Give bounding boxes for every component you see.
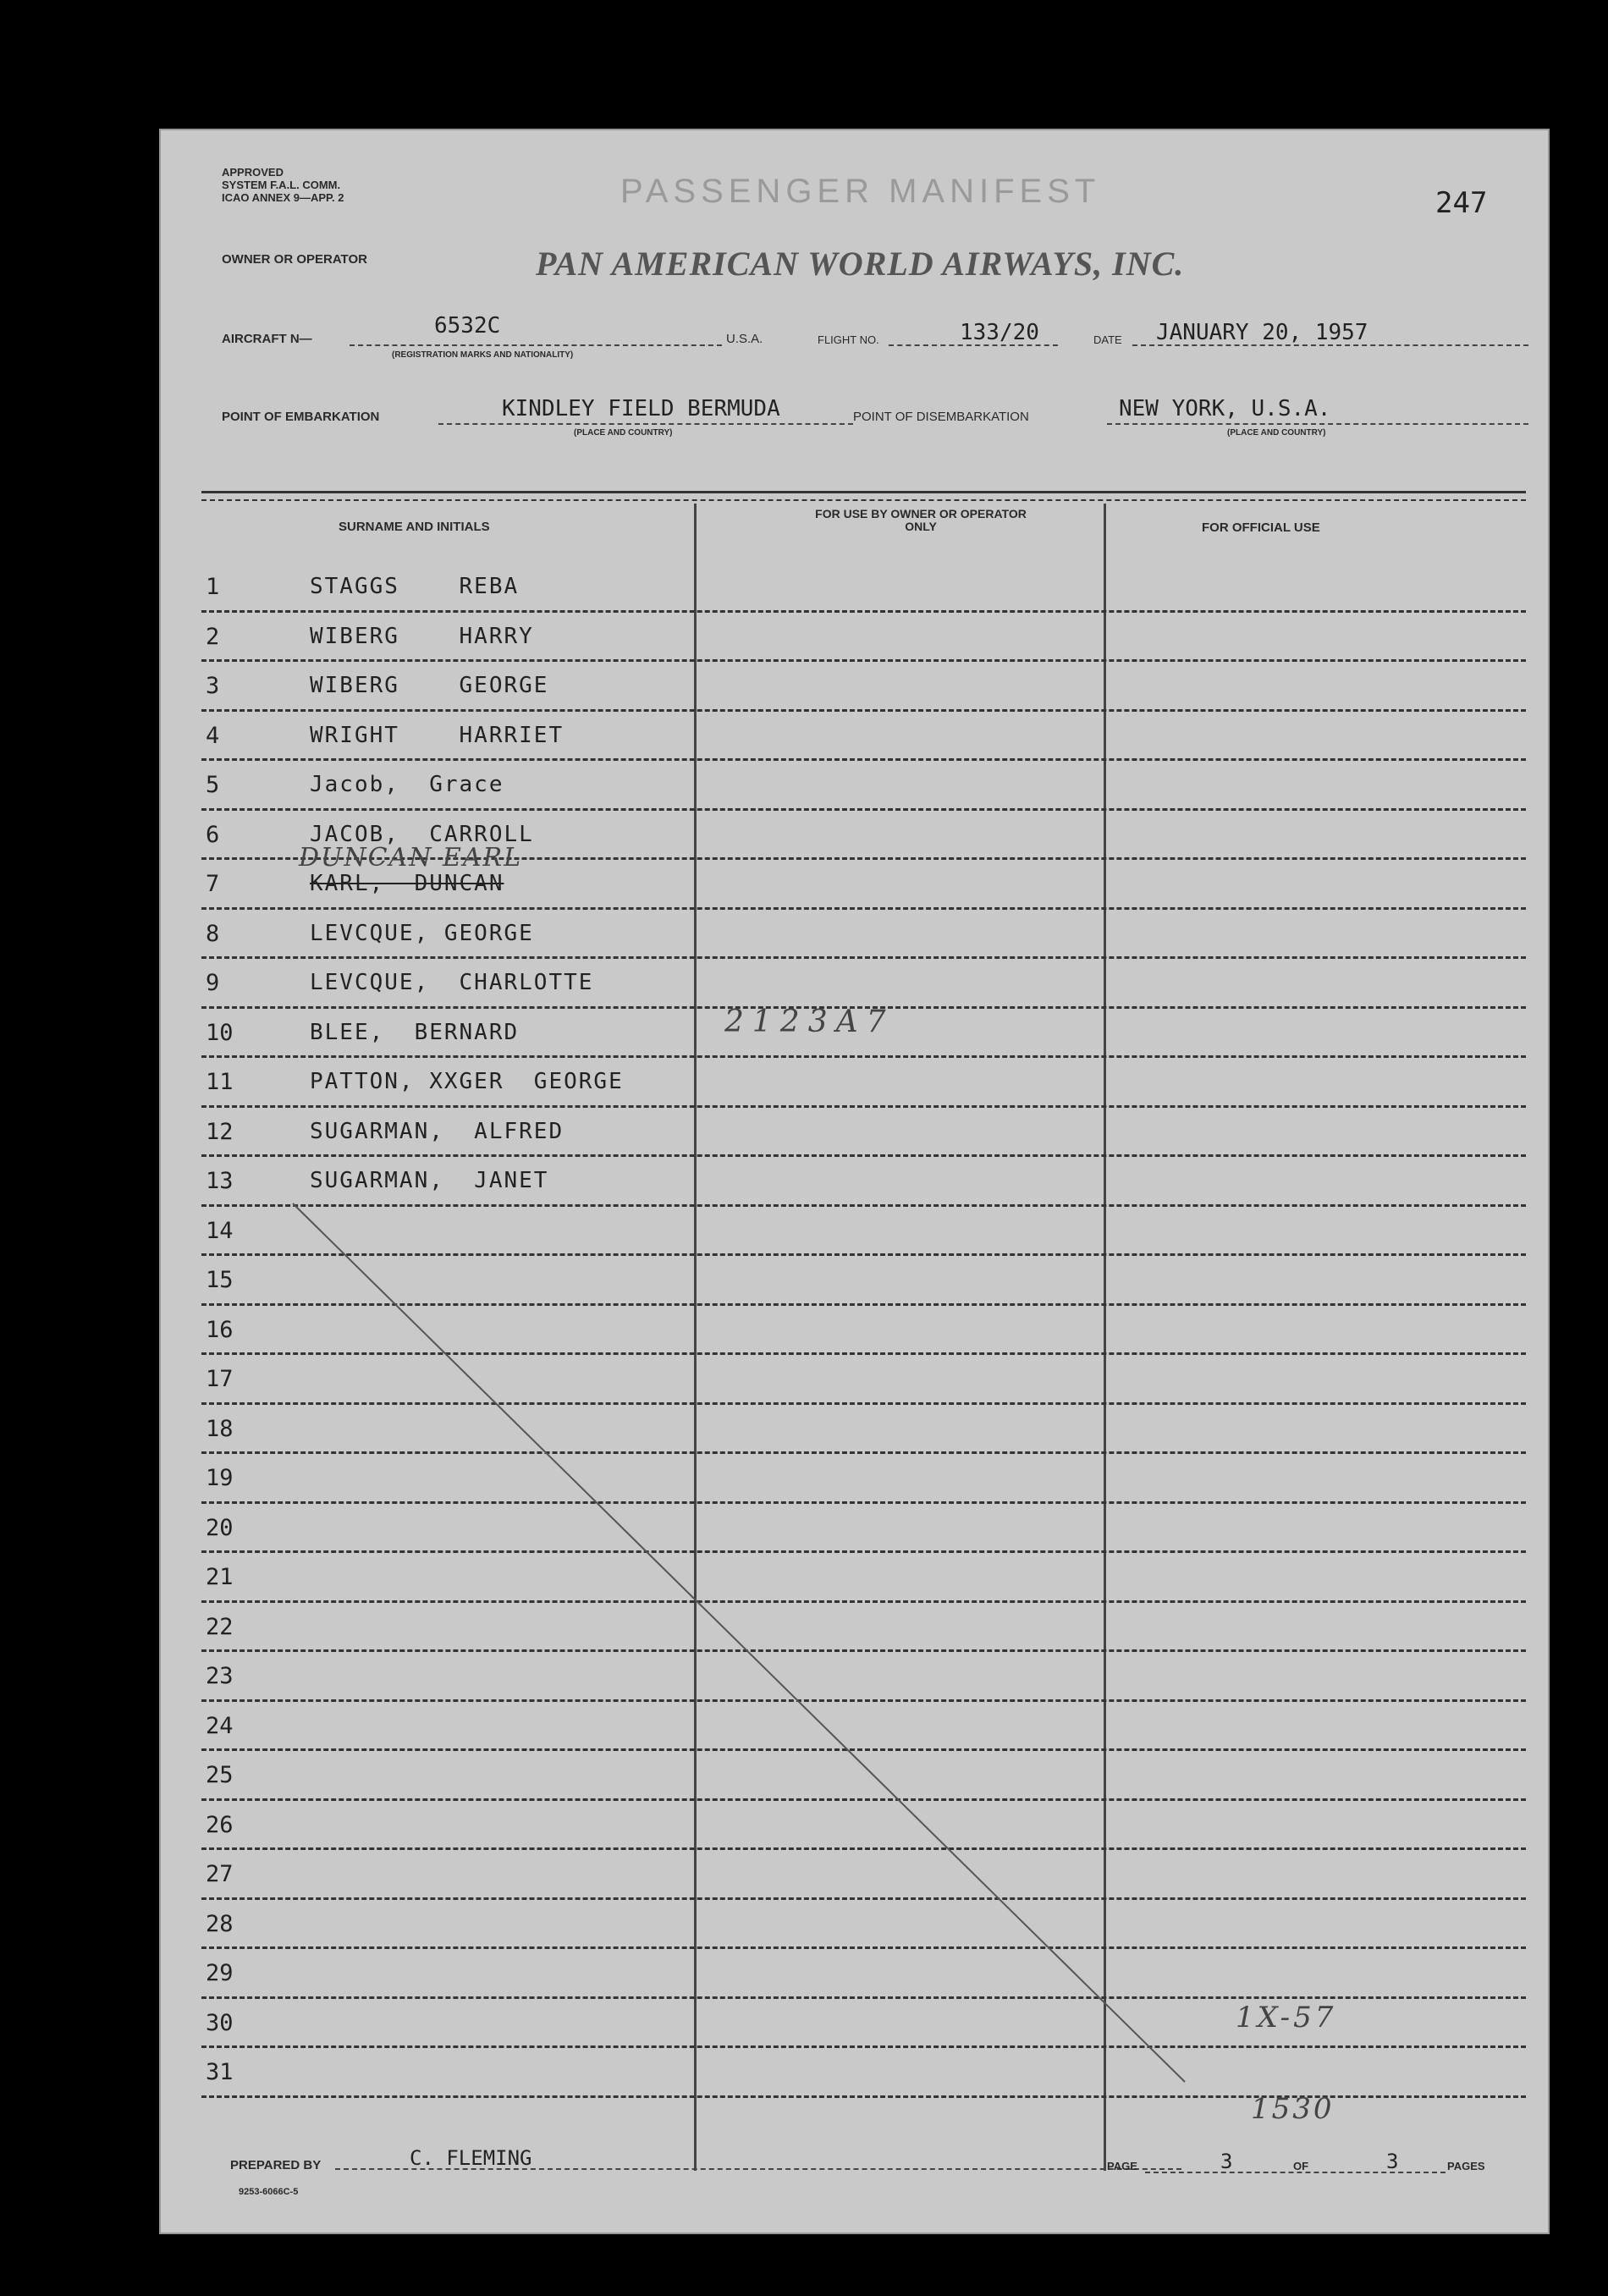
passenger-name: WIBERG HARRY [310, 623, 534, 649]
row-number: 8 [206, 920, 220, 947]
passenger-name: BLEE, BERNARD [310, 1019, 520, 1045]
column-header-official: FOR OFFICIAL USE [1202, 520, 1320, 535]
of-label: OF [1293, 2160, 1309, 2172]
pages-label: PAGES [1447, 2160, 1485, 2172]
embarkation-label: POINT OF EMBARKATION [222, 410, 380, 424]
page-underline [1145, 2172, 1446, 2173]
form-title: PASSENGER MANIFEST [620, 173, 1101, 210]
row-number: 27 [206, 1861, 234, 1887]
row-number: 30 [206, 2009, 234, 2036]
flight-number: 133/20 [960, 320, 1039, 345]
row-number: 18 [206, 1415, 234, 1442]
row-number: 14 [206, 1217, 234, 1244]
row-number: 23 [206, 1663, 234, 1689]
manifest-sheet [159, 129, 1550, 2234]
row-number: 3 [206, 673, 220, 699]
passenger-name: LEVCQUE, GEORGE [310, 920, 534, 946]
page-value: 3 [1220, 2150, 1233, 2173]
row-number: 12 [206, 1118, 234, 1145]
row-number: 22 [206, 1613, 234, 1640]
row-number: 4 [206, 722, 220, 749]
disembarkation-value: NEW YORK, U.S.A. [1119, 396, 1331, 421]
handwritten-bottom-note: 1530 [1251, 2092, 1335, 2126]
handwritten-row30-note: 1X-57 [1236, 2001, 1337, 2034]
disembarkation-label: POINT OF DISEMBARKATION [853, 410, 1029, 424]
row-number: 1 [206, 574, 220, 600]
column-header-operator: FOR USE BY OWNER OR OPERATOR ONLY [815, 507, 1027, 533]
row-number: 19 [206, 1465, 234, 1491]
prepared-underline [335, 2168, 1181, 2170]
passenger-name: WRIGHT HARRIET [310, 722, 564, 748]
row-number: 10 [206, 1019, 234, 1046]
row-number: 26 [206, 1811, 234, 1838]
row-number: 6 [206, 821, 220, 848]
row-number: 17 [206, 1366, 234, 1392]
form-number: 9253-6066C-5 [239, 2187, 299, 2197]
approval-stamp: APPROVED SYSTEM F.A.L. COMM. ICAO ANNEX 9—APP. 2 [222, 166, 344, 204]
row-number: 25 [206, 1762, 234, 1788]
owner-label: OWNER OR OPERATOR [222, 252, 367, 267]
prepared-by-value: C. FLEMING [410, 2146, 532, 2170]
column-header-surname: SURNAME AND INITIALS [339, 520, 490, 534]
page-label: PAGE [1107, 2160, 1137, 2172]
row-number: 21 [206, 1564, 234, 1590]
aircraft-label: AIRCRAFT N— [222, 332, 312, 346]
passenger-name: KARL, DUNCAN [310, 871, 504, 896]
row-number: 13 [206, 1168, 234, 1194]
passenger-name: JACOB, CARROLL [310, 821, 534, 847]
disembarkation-caption: (PLACE AND COUNTRY) [1227, 428, 1326, 438]
passenger-name: WIBERG GEORGE [310, 673, 549, 698]
usa-label: U.S.A. [726, 332, 763, 346]
row-number: 31 [206, 2059, 234, 2085]
row-number: 20 [206, 1514, 234, 1541]
passenger-name: SUGARMAN, ALFRED [310, 1118, 564, 1144]
passenger-name: LEVCQUE, CHARLOTTE [310, 970, 594, 995]
cancellation-line [159, 129, 1550, 2234]
row-number: 16 [206, 1316, 234, 1343]
row-number: 9 [206, 970, 220, 996]
row-number: 5 [206, 772, 220, 798]
aircraft-caption: (REGISTRATION MARKS AND NATIONALITY) [392, 350, 574, 360]
passenger-name: Jacob, Grace [310, 772, 504, 797]
row-number: 11 [206, 1069, 234, 1095]
of-value: 3 [1386, 2150, 1399, 2173]
date-value: JANUARY 20, 1957 [1156, 320, 1368, 345]
row-number: 24 [206, 1712, 234, 1739]
handwritten-operator-code: 2123A7 [724, 1005, 895, 1039]
prepared-by-label: PREPARED BY [230, 2158, 322, 2172]
embarkation-value: KINDLEY FIELD BERMUDA [502, 396, 780, 421]
row-number: 29 [206, 1960, 234, 1986]
date-label: DATE [1093, 333, 1122, 346]
airline-name: PAN AMERICAN WORLD AIRWAYS, INC. [536, 245, 1185, 283]
row-number: 2 [206, 623, 220, 650]
flight-label: FLIGHT NO. [818, 333, 879, 346]
page-stamp-number: 247 [1435, 186, 1488, 220]
passenger-name: SUGARMAN, JANET [310, 1168, 549, 1193]
passenger-name: PATTON, XXGER GEORGE [310, 1069, 624, 1094]
embarkation-caption: (PLACE AND COUNTRY) [574, 428, 673, 438]
handwritten-row7-correction: DUNCAN EARL [299, 843, 523, 873]
row-number: 15 [206, 1267, 234, 1293]
aircraft-number: 6532C [434, 313, 501, 339]
row-number: 7 [206, 871, 220, 897]
passenger-name: STAGGS REBA [310, 574, 520, 599]
row-number: 28 [206, 1910, 234, 1937]
